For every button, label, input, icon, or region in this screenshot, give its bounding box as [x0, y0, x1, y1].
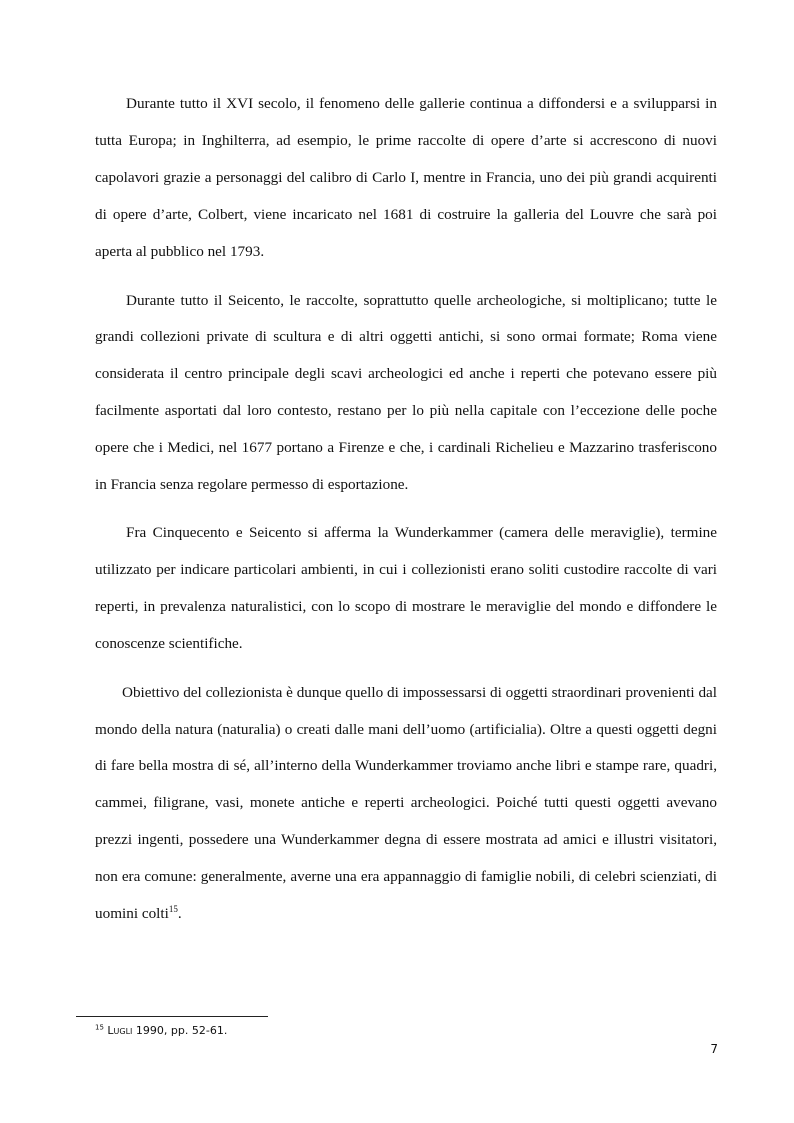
- footnote-separator: [76, 1016, 268, 1017]
- footnote-author: Lugli: [107, 1024, 133, 1037]
- footnote-citation: 1990, pp. 52-61.: [132, 1024, 228, 1037]
- paragraph-2-text: Durante tutto il Seicento, le raccolte, soprattutto quelle archeologiche, si moltiplicano; tutte le grandi collezioni private di scultura e di altri oggetti antichi, si sono ormai formate; Roma viene considerata il centro principale degli scavi archeologici ed anche i reperti che potevano essere più facilmente asportati dal loro contesto, restano per lo più nella capitale con l’eccezione delle poche opere che i Medici, nel 1677 portano a Firenze e che, i cardinali Richelieu e Mazzarino trasferiscono in Francia senza regolare permesso di esportazione.: [95, 291, 717, 494]
- paragraph-4-text: Obiettivo del collezionista è dunque quello di impossessarsi di oggetti straordinari provenienti dal mondo della natura (naturalia) o creati dalle mani dell’uomo (artificialia). Oltre a questi oggetti degni di fare bella mostra di sé, all’interno della Wunderkammer troviamo anche libri e stampe rare, quadri, cammei, filigrane, vasi, monete antiche e reperti archeologici. Poiché tutti questi oggetti avevano prezzi ingenti, possedere una Wunderkammer degna di essere mostrata ad amici e illustri visitatori, non era comune: generalmente, averne una era appannaggio di famiglie nobili, di celebri scienziati, di uomini colti: [95, 683, 717, 923]
- paragraph-1: [95, 86, 717, 271]
- paragraph-2: [95, 283, 717, 504]
- footnote: [95, 1024, 227, 1037]
- paragraph-4: [95, 675, 717, 933]
- paragraph-4-tail: .: [177, 905, 182, 923]
- page-number: 7: [710, 1042, 718, 1056]
- paragraph-3-text: Fra Cinquecento e Seicento si afferma la Wunderkammer (camera delle meraviglie), termine utilizzato per indicare particolari ambienti, in cui i collezionisti erano soliti custodire raccolte di vari reperti, in prevalenza naturalistici, con lo scopo di mostrare le meraviglie del mondo e diffondere le conoscenze scientifiche.: [95, 523, 717, 652]
- footnote-number: 15: [95, 1023, 104, 1032]
- paragraph-1-text: Durante tutto il XVI secolo, il fenomeno delle gallerie continua a diffondersi e a svilupparsi in tutta Europa; in Inghilterra, ad esempio, le prime raccolte di opere d’arte si accrescono di nuovi capolavori grazie a personaggi del calibro di Carlo I, mentre in Francia, uno dei più grandi acquirenti di opere d’arte, Colbert, viene incaricato nel 1681 di costruire la galleria del Louvre che sarà poi aperta al pubblico nel 1793.: [95, 95, 717, 260]
- footnote-reference[interactable]: 15: [168, 903, 178, 914]
- body-text: [95, 86, 717, 933]
- paragraph-3: [95, 515, 717, 663]
